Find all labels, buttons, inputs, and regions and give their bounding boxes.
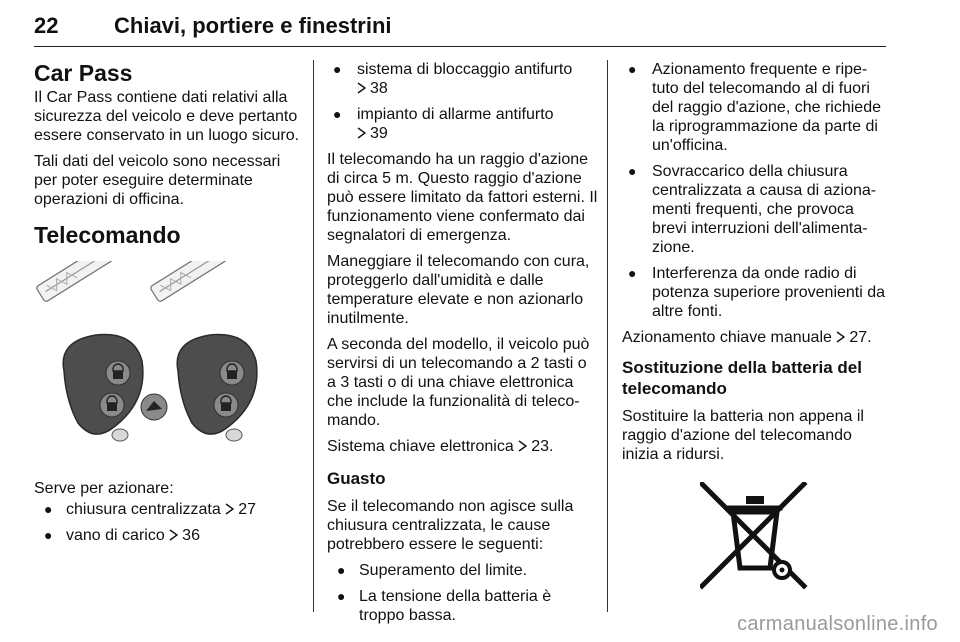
list-item-text: Sovraccarico della chiusura centralizzata a causa di aziona-menti frequenti, che provoca brevi interruzioni dell'alimenta-zione.	[652, 163, 877, 256]
list-item-text: La tensione della batteria è troppo bassa.	[359, 588, 552, 624]
page-ref-link[interactable]: 36	[182, 527, 200, 544]
fault-paragraph: Se il telecomando non agisce sulla chiusura centralizzata, le cause potrebbero essere le seguenti:	[327, 498, 574, 553]
manual-key-ref	[622, 328, 890, 347]
page-ref-link[interactable]: 23.	[531, 438, 554, 455]
heading-car-pass: Car Pass	[34, 60, 133, 86]
list-item	[622, 264, 890, 321]
bullet-dot-icon: ●	[628, 163, 637, 179]
column-divider-1	[313, 60, 314, 612]
ref-arrow-icon	[836, 331, 845, 343]
care-paragraph: Maneggiare il telecomando con cura, proteggerlo dall'umidità e dalle temperature elevate e non azionarlo inutilmente.	[327, 253, 590, 327]
column-divider-2	[607, 60, 608, 612]
bullet-dot-icon: ●	[337, 562, 346, 578]
electronic-key-text: Sistema chiave elettronica	[327, 438, 514, 455]
car-pass-paragraph-1: Il Car Pass contiene dati relativi alla sicurezza del veicolo e deve pertanto essere conservato in un luogo sicuro.	[34, 89, 300, 144]
page-ref-link[interactable]: 27.	[849, 329, 872, 346]
list-item	[34, 500, 300, 519]
list-item-text: vano di carico	[66, 527, 165, 544]
bullet-dot-icon: ●	[628, 61, 637, 77]
ref-arrow-icon	[225, 503, 234, 515]
crossed-out-bin-icon	[700, 482, 808, 590]
list-item	[34, 526, 300, 545]
page-header	[34, 8, 886, 48]
col3-bullet-list	[622, 60, 890, 321]
ref-arrow-icon	[518, 440, 527, 452]
column-3	[622, 60, 890, 590]
list-item-text: Superamento del limite.	[359, 562, 528, 579]
manual-key-text: Azionamento chiave manuale	[622, 329, 832, 346]
list-item	[622, 60, 890, 155]
list-item	[327, 60, 599, 98]
ref-arrow-icon	[169, 529, 178, 541]
col1-bullet-list	[34, 500, 300, 545]
heading-guasto: Guasto	[327, 469, 386, 488]
page-ref-link[interactable]: 27	[238, 501, 256, 518]
list-item	[327, 561, 599, 580]
page-number: 22	[34, 13, 59, 38]
list-item-text: impianto di allarme antifurto	[357, 106, 554, 123]
ref-arrow-icon	[357, 82, 366, 94]
list-item-text: sistema di bloccaggio antifurto	[357, 61, 573, 78]
running-title: Chiavi, portiere e finestrini	[114, 13, 392, 38]
list-item	[327, 587, 599, 625]
bullet-dot-icon: ●	[628, 265, 637, 281]
col2-fault-list	[327, 561, 599, 625]
bullet-dot-icon: ●	[333, 106, 342, 122]
bullet-dot-icon: ●	[44, 501, 53, 517]
column-2	[327, 60, 599, 632]
bullet-dot-icon: ●	[333, 61, 342, 77]
bullet-dot-icon: ●	[337, 588, 346, 604]
header-rule	[34, 46, 886, 47]
col2-bullet-list	[327, 60, 599, 143]
car-pass-paragraph-2: Tali dati del veicolo sono necessari per poter eseguire determinate operazioni di officina.	[34, 153, 281, 208]
page-ref-link[interactable]: 39	[370, 125, 388, 142]
ref-arrow-icon	[357, 127, 366, 139]
bullet-dot-icon: ●	[44, 527, 53, 543]
remote-keys-illustration	[34, 261, 300, 465]
serve-label: Serve per azionare:	[34, 480, 174, 497]
heading-battery-replacement: Sostituzione della batteria del telecomando	[622, 358, 862, 398]
list-item	[327, 105, 599, 143]
page-ref-link[interactable]: 38	[370, 80, 388, 97]
model-paragraph: A seconda del modello, il veicolo può servirsi di un telecomando a 2 tasti o a 3 tasti o di una chiave elettronica che include la funzionalità di teleco-mando.	[327, 336, 590, 429]
heading-telecomando: Telecomando	[34, 222, 181, 248]
electronic-key-ref	[327, 437, 599, 456]
battery-paragraph: Sostituire la batteria non appena il raggio d'azione del telecomando inizia a ridursi.	[622, 408, 864, 463]
range-paragraph: Il telecomando ha un raggio d'azione di circa 5 m. Questo raggio d'azione può essere limitato da fattori esterni. Il funzionamento viene confermato dai segnalatori di emergenza.	[327, 151, 598, 244]
list-item-text: Interferenza da onde radio di potenza superiore provenienti da altre fonti.	[652, 265, 886, 320]
list-item-text: Azionamento frequente e ripe-tuto del telecomando al di fuori del raggio d'azione, che richiede la riprogrammazione da parte di un'officina.	[652, 61, 881, 154]
column-1	[34, 60, 300, 552]
list-item	[622, 162, 890, 257]
watermark: carmanualsonline.info	[737, 613, 938, 635]
list-item-text: chiusura centralizzata	[66, 501, 221, 518]
